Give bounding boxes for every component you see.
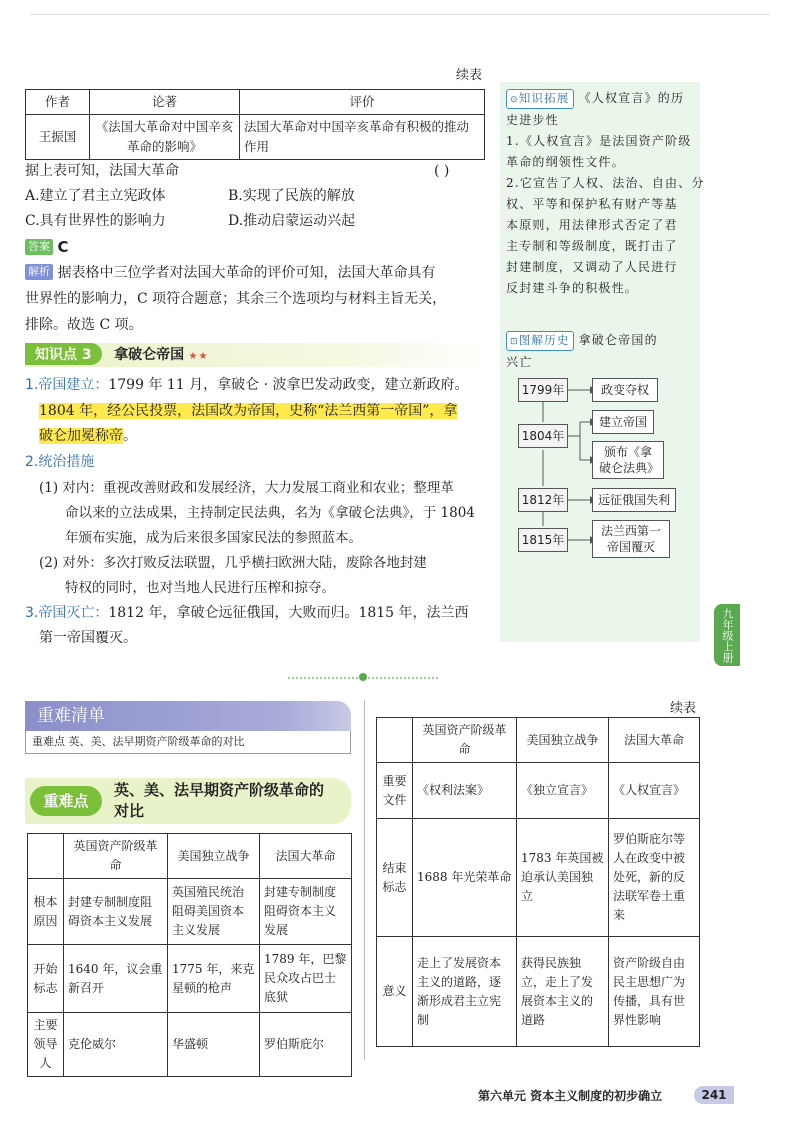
flow-year-1804: 1804年: [518, 424, 568, 448]
corner-cell: [28, 834, 64, 879]
table-header: 论著: [90, 90, 240, 115]
kp3-item2-1b: 命以来的立法成果，主持制定民法典，名为《拿破仑法典》，于 1804: [65, 505, 475, 521]
key-point-title-1: 英、美、法早期资产阶级革命的: [114, 781, 325, 799]
kp3-item2-1a: (1) 对内：重视改善财政和发展经济，大力发展工商业和农业；整理革: [39, 480, 454, 496]
table-row: 重要文件 《权利法案》 《独立宣言》 《人权宣言》: [377, 763, 700, 819]
key-list-title: 重难清单: [25, 701, 351, 731]
kp3-item3-b: 第一帝国覆灭。: [39, 630, 137, 646]
diagram-tag: ⊡图解历史: [506, 331, 574, 351]
corner-cell: [377, 718, 413, 763]
table-header: 美国独立战争: [168, 834, 260, 879]
table-row: 结束标志 1688 年光荣革命 1783 年英国被迫承认美国独立 罗伯斯庇尔等人在政变中被处死，新的反法联军卷土重来: [377, 819, 700, 937]
kp3-item2-2a: (2) 对外：多次打败反法联盟，几乎横扫欧洲大陆，废除各地封建: [39, 555, 427, 571]
option-c: C.具有世界性的影响力: [25, 213, 166, 229]
table-cell: 法国大革命对中国辛亥革命有积极的推动作用: [240, 115, 485, 160]
table-header: 法国大革命: [609, 718, 700, 763]
kp3-label: 知识点 3: [25, 343, 102, 365]
flow-event-1812: 远征俄国失利: [592, 488, 676, 512]
table-header: 法国大革命: [260, 834, 352, 879]
analysis-line-3: 排除。故选 C 项。: [25, 317, 143, 333]
kp3-item1-highlight: 1804 年，经公民投票，法国改为帝国，史称“法兰西第一帝国”，拿: [39, 403, 458, 419]
footer-unit: 第六单元 资本主义制度的初步确立: [478, 1089, 663, 1103]
kp3-title: 拿破仑帝国: [114, 347, 185, 363]
flow-year-1799: 1799年: [518, 378, 568, 402]
analysis-line-1: 解析 据表格中三位学者对法国大革命的评价可知，法国大革命具有: [25, 262, 435, 285]
table-header: 英国资产阶级革命: [413, 718, 517, 763]
answer-paren: ( ): [434, 163, 450, 179]
flow-event-1799: 政变夺权: [592, 378, 658, 402]
table-row: 意义 走上了发展资本主义的道路，逐渐形成君主立宪制 获得民族独立，走上了发展资本主义的道路 资产阶级自由民主思想广为传播，具有世界性影响: [377, 937, 700, 1047]
flow-event-1815: 法兰西第一帝国覆灭: [592, 520, 670, 558]
sidebar-ext-body: 史进步性 1.《人权宣言》是法国资产阶级 革命的纲领性文件。 2.它宣告了人权、法治、自由、分 权、平等和保护私有财产等基 本原则，用法律形式否定了君 主专制和等级制度，既打击了 封建制度，又调动了人民进行 反封建斗争的积极性。: [506, 113, 705, 295]
compare-table-left: [27, 833, 352, 1077]
compare-table-right: [376, 717, 700, 1047]
knowledge-ext-tag: ⊙知识拓展: [506, 89, 574, 109]
sidebar-ext-head: ⊙知识拓展 《人权宣言》的历: [506, 88, 684, 109]
option-d: D.推动启蒙运动兴起: [228, 213, 356, 229]
answer-line: [25, 236, 68, 260]
divider-dot: [359, 673, 367, 681]
picture-icon: ⊡: [510, 337, 519, 347]
table-row: 主要领导人 克伦威尔 华盛顿 罗伯斯庇尔: [28, 1013, 352, 1077]
flow-year-1815: 1815年: [518, 528, 568, 552]
key-point-title-2: 对比: [114, 802, 145, 820]
continued-label-2: 续表: [670, 701, 697, 716]
flow-event-1804b: 颁布《拿破仑法典》: [592, 441, 664, 479]
table-header: 美国独立战争: [517, 718, 609, 763]
kp3-item1-highlight-2: 破仑加冕称帝。: [39, 428, 137, 444]
table-cell: 《法国大革命对中国辛亥革命的影响》: [90, 115, 240, 160]
grade-edge-tab: 九年级上册: [714, 604, 740, 666]
top-rule: [30, 14, 770, 15]
table-header: 作者: [26, 90, 90, 115]
table-row: 开始标志 1640 年，议会重新召开 1775 年，来克星顿的枪声 1789 年，巴黎民众攻占巴士底狱: [28, 945, 352, 1013]
sidebar-diagram-head: ⊡图解历史 拿破仑帝国的: [506, 330, 658, 351]
kp3-item2-1c: 年颁布实施，成为后来很多国家民法的参照蓝本。: [65, 530, 362, 546]
answer-tag: 答案: [25, 239, 53, 255]
option-a: A.建立了君主立宪政体: [25, 188, 166, 204]
key-point-label: 重难点: [30, 786, 102, 816]
continued-label: 续表: [456, 68, 483, 83]
key-list-item: 重难点 英、美、法早期资产阶级革命的对比: [25, 731, 351, 754]
kp3-item2-head: 2.统治措施: [25, 454, 95, 470]
answer-value: C: [57, 238, 69, 256]
table-header: 评价: [240, 90, 485, 115]
kp3-bar: [25, 343, 487, 367]
kp3-item3: 3.帝国灭亡：1812 年，拿破仑远征俄国，大败而归。1815 年，法兰西: [25, 605, 469, 621]
page-number: 241: [694, 1086, 734, 1104]
table-row: 根本原因 封建专制制度阻碍资本主义发展 英国殖民统治阻碍美国资本主义发展 封建专制制度阻碍资本主义发展: [28, 879, 352, 945]
table-row: [26, 115, 485, 160]
scholar-table: [25, 89, 485, 160]
sidebar-diagram-head-2: 兴亡: [506, 355, 533, 369]
flow-event-1804a: 建立帝国: [592, 410, 654, 434]
table-cell: 王振国: [26, 115, 90, 160]
table-header: 英国资产阶级革命: [64, 834, 168, 879]
magnifier-icon: ⊙: [510, 95, 519, 105]
column-rule: [364, 700, 365, 1060]
kp3-item1: 1.帝国建立：1799 年 11 月，拿破仑 · 波拿巴发动政变，建立新政府。: [25, 377, 469, 393]
option-b: B.实现了民族的解放: [228, 188, 355, 204]
question-stem: 据上表可知，法国大革命: [25, 163, 179, 179]
kp3-item2-2b: 特权的同时，也对当地人民进行压榨和掠夺。: [65, 580, 335, 596]
analysis-line-2: 世界性的影响力，C 项符合题意；其余三个选项均与材料主旨无关，: [25, 291, 447, 307]
analysis-tag: 解析: [25, 264, 53, 280]
flow-year-1812: 1812年: [518, 488, 568, 512]
kp3-stars: ★★: [188, 351, 209, 362]
